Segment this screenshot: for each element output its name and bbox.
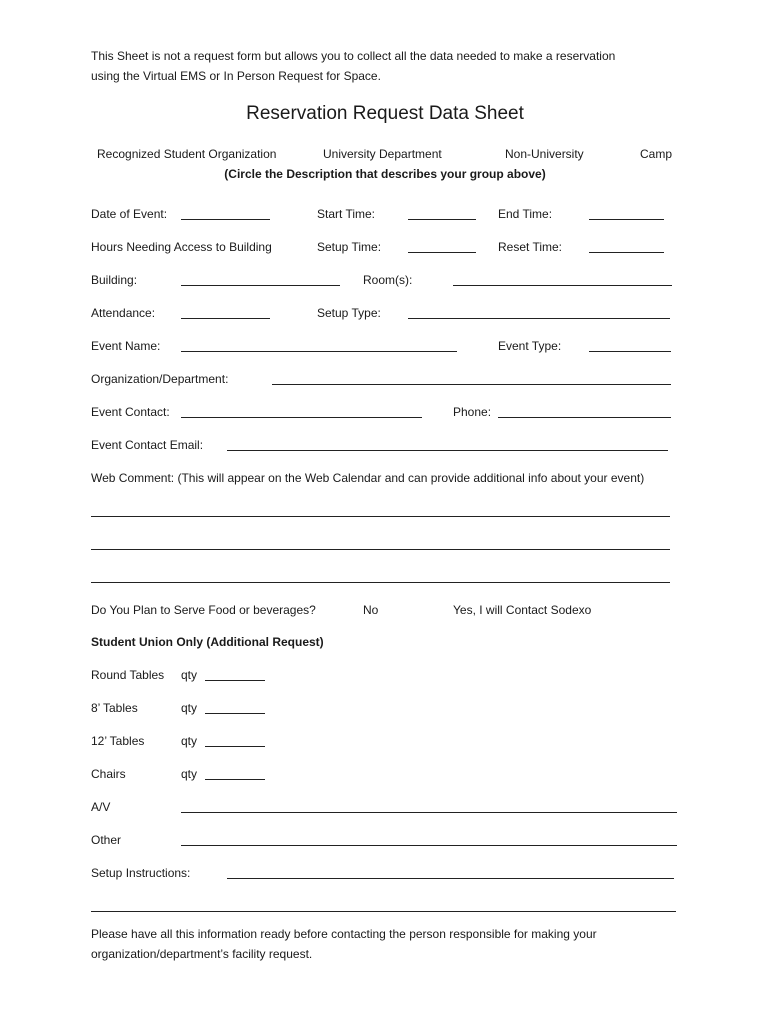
end-time-field[interactable] — [589, 219, 664, 220]
group-option-university-dept[interactable]: University Department — [323, 147, 442, 161]
qty-label: qty — [181, 668, 198, 682]
group-option-non-university[interactable]: Non-University — [505, 147, 584, 161]
group-option-camp[interactable]: Camp — [640, 147, 673, 161]
rooms-label: Room(s): — [363, 273, 413, 287]
organization-field[interactable] — [272, 384, 671, 385]
round-tables-qty-field[interactable] — [205, 680, 265, 681]
setup-instructions-label: Setup Instructions: — [91, 866, 191, 880]
setup-instructions-line-2[interactable] — [91, 911, 676, 912]
event-contact-field[interactable] — [181, 417, 422, 418]
qty-label: qty — [181, 734, 198, 748]
food-option-no[interactable]: No — [363, 603, 379, 617]
date-of-event-field[interactable] — [181, 219, 270, 220]
qty-label: qty — [181, 701, 198, 715]
av-label: A/V — [91, 800, 111, 814]
av-field[interactable] — [181, 812, 677, 813]
food-option-yes[interactable]: Yes, I will Contact Sodexo — [453, 603, 592, 617]
other-field[interactable] — [181, 845, 677, 846]
hours-access-label: Hours Needing Access to Building — [91, 240, 272, 254]
footer-line-1: Please have all this information ready before contacting the person responsible for making your — [91, 927, 597, 941]
event-name-label: Event Name: — [91, 339, 161, 353]
event-type-label: Event Type: — [498, 339, 562, 353]
event-name-field[interactable] — [181, 351, 457, 352]
web-comment-line-2[interactable] — [91, 549, 670, 550]
setup-time-label: Setup Time: — [317, 240, 382, 254]
event-contact-label: Event Contact: — [91, 405, 170, 419]
intro-line-1: This Sheet is not a request form but allows you to collect all the data needed to make a reservation — [91, 49, 616, 63]
building-label: Building: — [91, 273, 138, 287]
chairs-qty-field[interactable] — [205, 779, 265, 780]
attendance-label: Attendance: — [91, 306, 156, 320]
intro-line-2: using the Virtual EMS or In Person Request for Space. — [91, 69, 381, 83]
footer-line-2: organization/department’s facility request. — [91, 947, 313, 961]
reset-time-label: Reset Time: — [498, 240, 563, 254]
attendance-field[interactable] — [181, 318, 270, 319]
food-question: Do You Plan to Serve Food or beverages? — [91, 603, 316, 617]
12ft-tables-label: 12’ Tables — [91, 734, 145, 748]
web-comment-line-3[interactable] — [91, 582, 670, 583]
web-comment-label: Web Comment: (This will appear on the Web Calendar and can provide additional info about your event) — [91, 471, 645, 485]
web-comment-line-1[interactable] — [91, 516, 670, 517]
group-option-student-org[interactable]: Recognized Student Organization — [97, 147, 277, 161]
setup-type-label: Setup Type: — [317, 306, 381, 320]
page-title: Reservation Request Data Sheet — [246, 103, 524, 124]
other-label: Other — [91, 833, 122, 847]
start-time-label: Start Time: — [317, 207, 376, 221]
setup-time-field[interactable] — [408, 252, 476, 253]
date-of-event-label: Date of Event: — [91, 207, 168, 221]
qty-label: qty — [181, 767, 198, 781]
reset-time-field[interactable] — [589, 252, 664, 253]
phone-label: Phone: — [453, 405, 492, 419]
student-union-heading: Student Union Only (Additional Request) — [91, 635, 324, 649]
group-instruction: (Circle the Description that describes your group above) — [224, 167, 546, 181]
event-contact-email-label: Event Contact Email: — [91, 438, 204, 452]
building-field[interactable] — [181, 285, 340, 286]
start-time-field[interactable] — [408, 219, 476, 220]
setup-type-field[interactable] — [408, 318, 670, 319]
12ft-tables-qty-field[interactable] — [205, 746, 265, 747]
rooms-field[interactable] — [453, 285, 672, 286]
phone-field[interactable] — [498, 417, 671, 418]
8ft-tables-label: 8’ Tables — [91, 701, 138, 715]
organization-label: Organization/Department: — [91, 372, 229, 386]
round-tables-label: Round Tables — [91, 668, 165, 682]
end-time-label: End Time: — [498, 207, 553, 221]
chairs-label: Chairs — [91, 767, 126, 781]
8ft-tables-qty-field[interactable] — [205, 713, 265, 714]
event-contact-email-field[interactable] — [227, 450, 668, 451]
event-type-field[interactable] — [589, 351, 671, 352]
setup-instructions-field[interactable] — [227, 878, 674, 879]
